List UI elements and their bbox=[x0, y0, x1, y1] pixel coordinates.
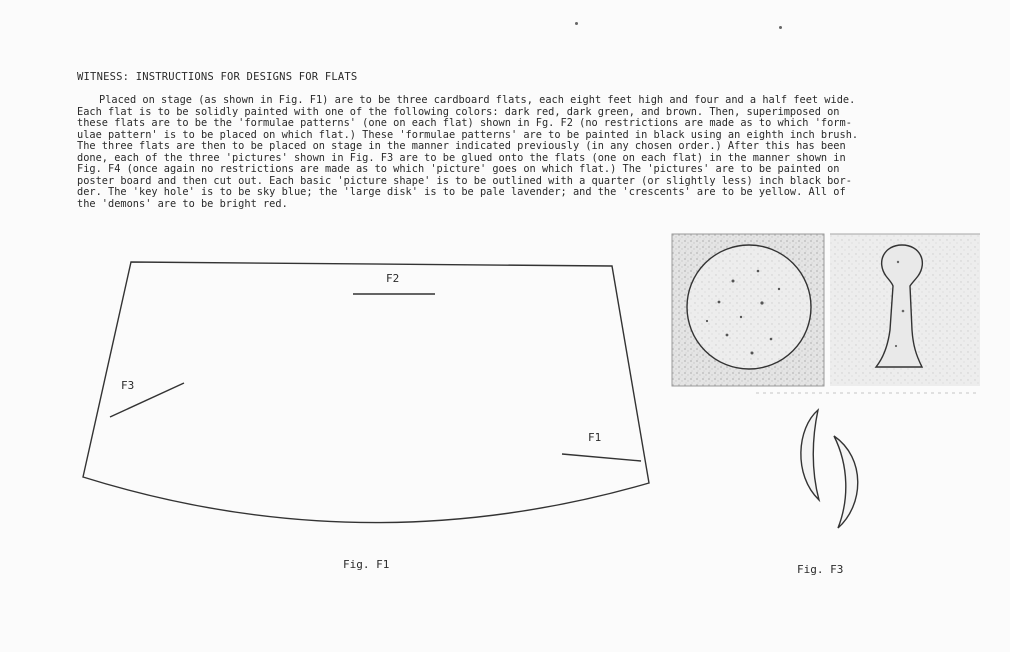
figure-f1-caption: Fig. F1 bbox=[343, 558, 390, 571]
figure-f3-caption: Fig. F3 bbox=[797, 563, 844, 576]
paragraph-line: ulae pattern' is to be placed on which flat.) These 'formulae patterns' are to be painted in black using an eighth inch brush. bbox=[77, 128, 859, 141]
paragraph-line: poster board and then cut out. Each basic 'picture shape' is to be outlined with a quarter (or slightly less) inch black bor- bbox=[77, 174, 852, 187]
flat-f2-label: F2 bbox=[386, 272, 400, 285]
paragraph-line: Placed on stage (as shown in Fig. F1) are to be three cardboard flats, each eight feet high and four and a half feet wide. bbox=[99, 94, 856, 106]
paragraph-line: Each flat is to be solidly painted with one of the following colors: dark red, dark green, and brown. Then, superimposed on bbox=[77, 105, 840, 118]
stage-outline bbox=[83, 262, 649, 523]
crescent-pictures bbox=[801, 410, 858, 528]
paragraph-line: der. The 'key hole' is to be sky blue; the 'large disk' is to be pale lavender; and the 'crescents' are to be yellow. All of bbox=[77, 186, 846, 198]
flat-f1-line bbox=[562, 454, 641, 461]
paragraph-line: Fig. F4 (once again no restrictions are made as to which 'picture' goes on which flat.) The 'pictures' are to be painted on bbox=[77, 163, 840, 175]
paragraph-line: done, each of the three 'pictures' shown in Fig. F3 are to be glued onto the flats (one on each flat) in the manner shown in bbox=[77, 151, 846, 164]
paragraph-line: the 'demons' are to be bright red. bbox=[77, 197, 288, 210]
paper-speck bbox=[779, 26, 782, 29]
large-disk-picture bbox=[672, 234, 824, 386]
paragraph-line: The three flats are then to be placed on stage in the manner indicated previously (in any chosen order.) After this has been bbox=[77, 140, 846, 152]
key-hole-picture bbox=[830, 234, 980, 386]
document-heading: WITNESS: INSTRUCTIONS FOR DESIGNS FOR FLATS bbox=[77, 71, 358, 83]
flat-f1-label: F1 bbox=[588, 431, 602, 444]
flat-f3-label: F3 bbox=[121, 379, 135, 392]
paragraph-line: these flats are to be the 'formulae patterns' (one on each flat) shown in Fg. F2 (no restrictions are made as to which 'form- bbox=[77, 117, 852, 129]
paper-speck bbox=[575, 22, 578, 25]
